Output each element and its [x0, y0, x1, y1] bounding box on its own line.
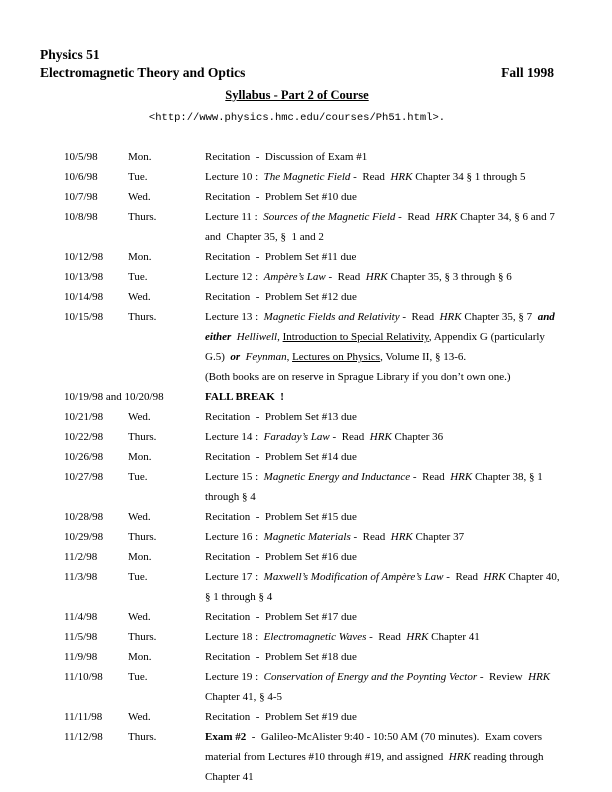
description-text: HRK [528, 671, 551, 683]
description-cell [205, 507, 566, 527]
description-text: Recitation - Problem Set #11 due [205, 251, 357, 263]
day-cell: Tue. [128, 271, 148, 283]
table-row [64, 527, 554, 547]
description-text: Chapter 36 [391, 431, 444, 443]
table-row [64, 167, 554, 187]
day-cell: Tue. [128, 671, 148, 683]
description-text: - Read [329, 431, 370, 443]
description-text: Chapter 40, § 1 through § 4 [205, 571, 563, 603]
description-text: Lecture 18 : [205, 631, 264, 643]
table-row [64, 207, 561, 247]
description-text: Feynman [245, 351, 287, 363]
day-cell: Thurs. [128, 211, 157, 223]
date-cell: 10/21/98 [64, 411, 104, 423]
description-text: - Review [477, 671, 529, 683]
table-row [64, 287, 554, 307]
description-text: - Galileo-McAlister 9:40 - 10:50 AM (70 minutes). Exam covers material from Lectures #10 through #19, and assigned [205, 731, 545, 763]
table-row [64, 627, 554, 647]
syllabus-heading: Syllabus - Part 2 of Course [225, 88, 369, 102]
date-cell: 11/12/98 [64, 731, 103, 743]
date-cell: 11/3/98 [64, 571, 98, 583]
description-text: - Read [350, 531, 391, 543]
description-text: or [230, 351, 241, 363]
schedule-table [64, 147, 563, 787]
description-text: Conservation of Energy and the Poynting Vector [263, 671, 478, 683]
description-text: , Appendix G (particularly G.5) [205, 331, 548, 363]
description-text: Chapter 35, § 3 through § 6 [387, 271, 512, 283]
description-text: Lecture 11 : [205, 211, 264, 223]
table-row [64, 147, 554, 167]
description-text: Electromagnetic Waves [263, 631, 367, 643]
description-text: Exam #2 [205, 731, 247, 743]
day-cell: Thurs. [128, 311, 157, 323]
description-text: HRK [390, 531, 413, 543]
description-cell [205, 667, 566, 707]
course-url-row [40, 111, 554, 125]
description-cell [205, 447, 566, 467]
description-text: Chapter 37 [412, 531, 465, 543]
date-cell: 11/11/98 [64, 711, 103, 723]
description-text: Lecture 16 : [205, 531, 264, 543]
description-cell [205, 147, 566, 167]
date-cell: 10/12/98 [64, 251, 104, 263]
description-cell [205, 527, 566, 547]
description-text: , [277, 331, 283, 343]
description-cell [205, 187, 566, 207]
description-text: Recitation - Problem Set #19 due [205, 711, 357, 723]
description-text: Recitation - Problem Set #14 due [205, 451, 357, 463]
day-cell: Wed. [128, 511, 151, 523]
description-cell [205, 247, 566, 267]
description-text: HRK [369, 431, 392, 443]
description-text: HRK [365, 271, 388, 283]
description-text: Recitation - Problem Set #15 due [205, 511, 357, 523]
description-text: - Read [366, 631, 407, 643]
course-title-row [40, 64, 554, 82]
course-url[interactable]: <http://www.physics.hmc.edu/courses/Ph51.html>. [148, 112, 446, 124]
description-cell [205, 267, 566, 287]
description-cell [205, 427, 566, 447]
description-text: Recitation - Discussion of Exam #1 [205, 151, 368, 163]
description-cell [205, 647, 566, 667]
table-row [64, 607, 554, 627]
description-text: Faraday’s Law [263, 431, 330, 443]
description-text: Lecture 10 : [205, 171, 264, 183]
description-text: Introduction to Special Relativity [282, 331, 429, 343]
description-text: - Read [443, 571, 484, 583]
description-text: either [205, 331, 232, 343]
description-text: Lecture 13 : [205, 311, 264, 323]
description-text: HRK [450, 471, 473, 483]
description-cell [205, 567, 566, 607]
description-cell [205, 547, 566, 567]
description-cell [205, 387, 566, 407]
date-cell: 10/28/98 [64, 511, 104, 523]
description-text: reading through Chapter 41 [205, 751, 547, 783]
description-text: Helliwell [236, 331, 278, 343]
date-cell: 10/14/98 [64, 291, 104, 303]
description-text: and [537, 311, 555, 323]
day-cell: Thurs. [128, 731, 157, 743]
description-text: (Both books are on reserve in Sprague Library if you don’t own one.) [205, 371, 511, 383]
table-row [64, 447, 554, 467]
description-text: - Read [399, 311, 440, 323]
date-cell: 10/29/98 [64, 531, 104, 543]
description-text: - Read [325, 271, 366, 283]
description-text: FALL BREAK ! [205, 391, 284, 403]
description-text: Lecture 15 : [205, 471, 264, 483]
description-text: - Read [395, 211, 436, 223]
description-cell [205, 287, 566, 307]
syllabus-heading-row [40, 87, 554, 104]
description-text: HRK [439, 311, 462, 323]
date-cell: 11/5/98 [64, 631, 98, 643]
description-text: HRK [390, 171, 413, 183]
table-row [64, 427, 554, 447]
date-cell: 10/13/98 [64, 271, 104, 283]
day-cell: Mon. [128, 551, 152, 563]
date-cell: 10/6/98 [64, 171, 98, 183]
date-cell: 10/5/98 [64, 151, 98, 163]
description-cell [205, 167, 566, 187]
date-cell: 10/27/98 [64, 471, 104, 483]
table-row [64, 727, 554, 787]
table-row [64, 707, 554, 727]
table-row [64, 187, 554, 207]
day-cell: Mon. [128, 151, 152, 163]
day-cell: Wed. [128, 191, 151, 203]
description-text: Maxwell’s Modification of Ampère’s Law [263, 571, 444, 583]
description-text: HRK [483, 571, 506, 583]
date-cell: 10/22/98 [64, 431, 104, 443]
description-text: Lecture 12 : [205, 271, 264, 283]
day-cell: Mon. [128, 251, 152, 263]
date-cell: 10/26/98 [64, 451, 104, 463]
table-row [64, 547, 554, 567]
table-row [64, 667, 554, 707]
description-text: Lectures on Physics [292, 351, 381, 363]
date-cell: 11/4/98 [64, 611, 98, 623]
description-text: Chapter 34, § 6 and 7 and Chapter 35, § 1 and 2 [205, 211, 561, 243]
description-text: HRK [435, 211, 458, 223]
description-text: Lecture 19 : [205, 671, 264, 683]
description-text [555, 311, 561, 323]
term-label: Fall 1998 [501, 65, 554, 80]
description-text: - Read [350, 171, 391, 183]
description-text: Recitation - Problem Set #18 due [205, 651, 357, 663]
description-text: Chapter 41 [428, 631, 480, 643]
course-title: Electromagnetic Theory and Optics [40, 65, 246, 80]
day-cell: Tue. [128, 171, 148, 183]
description-text: Magnetic Energy and Inductance [263, 471, 411, 483]
description-text: Chapter 35, § 7 [461, 311, 538, 323]
description-text: Lecture 14 : [205, 431, 264, 443]
description-text: Recitation - Problem Set #13 due [205, 411, 357, 423]
day-cell: Mon. [128, 451, 152, 463]
description-text: Recitation - Problem Set #10 due [205, 191, 357, 203]
description-text: Magnetic Fields and Relativity [263, 311, 400, 323]
table-row [64, 267, 554, 287]
description-text: Ampère’s Law [263, 271, 326, 283]
table-row [64, 647, 554, 667]
day-cell: Mon. [128, 651, 152, 663]
day-cell: Wed. [128, 611, 151, 623]
date-cell: 10/15/98 [64, 311, 104, 323]
date-cell: 11/9/98 [64, 651, 98, 663]
description-text: Recitation - Problem Set #12 due [205, 291, 357, 303]
course-number: Physics 51 [40, 47, 100, 62]
description-cell [205, 407, 566, 427]
table-row [64, 507, 554, 527]
day-cell: Wed. [128, 291, 151, 303]
date-cell: 10/19/98 and 10/20/98 [64, 391, 164, 403]
description-text: , Volume II, § 13-6. [380, 351, 467, 363]
description-cell [205, 467, 566, 507]
description-text: Chapter 41, § 4-5 [205, 671, 553, 703]
table-row [64, 247, 554, 267]
day-cell: Thurs. [128, 431, 157, 443]
date-cell: 11/10/98 [64, 671, 103, 683]
description-cell [205, 307, 566, 387]
description-cell [205, 707, 566, 727]
table-row [64, 567, 563, 607]
description-text: HRK [406, 631, 429, 643]
table-row [64, 387, 554, 407]
description-cell [205, 207, 566, 247]
description-text: HRK [448, 751, 471, 763]
table-row [64, 307, 554, 387]
description-text: Chapter 34 § 1 through 5 [412, 171, 526, 183]
description-text: Magnetic Materials [263, 531, 351, 543]
description-cell [205, 627, 566, 647]
description-text: Lecture 17 : [205, 571, 264, 583]
day-cell: Wed. [128, 411, 151, 423]
table-row [64, 467, 554, 507]
description-cell [205, 607, 566, 627]
day-cell: Tue. [128, 471, 148, 483]
date-cell: 10/8/98 [64, 211, 98, 223]
description-text: The Magnetic Field [263, 171, 351, 183]
description-text: Recitation - Problem Set #17 due [205, 611, 357, 623]
table-row [64, 407, 554, 427]
description-text: Recitation - Problem Set #16 due [205, 551, 357, 563]
description-text: Sources of the Magnetic Field [263, 211, 396, 223]
date-cell: 11/2/98 [64, 551, 98, 563]
description-text: , [286, 351, 293, 363]
day-cell: Wed. [128, 711, 151, 723]
description-cell [205, 727, 566, 787]
day-cell: Thurs. [128, 631, 157, 643]
description-text: - Read [410, 471, 451, 483]
date-cell: 10/7/98 [64, 191, 98, 203]
day-cell: Thurs. [128, 531, 157, 543]
day-cell: Tue. [128, 571, 148, 583]
description-text: Chapter 38, § 1 through § 4 [205, 471, 546, 503]
